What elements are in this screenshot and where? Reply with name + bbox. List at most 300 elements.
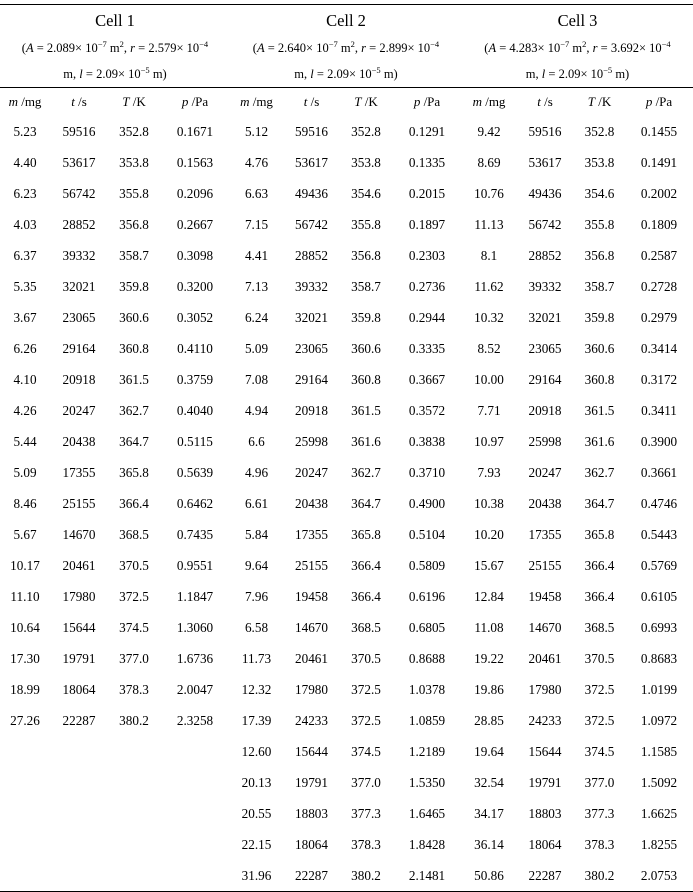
- table-cell: [50, 798, 108, 829]
- cell-3-length: m, $l = 2.09\times 10^{-5}$ m): [525, 64, 630, 81]
- table-cell: 19.64: [474, 743, 504, 759]
- table-cell: 20438: [62, 433, 96, 449]
- table-cell: 11.10: [10, 588, 40, 604]
- table-cell: 8.69: [477, 154, 501, 170]
- table-cell: 10.64: [10, 619, 40, 635]
- table-row: [0, 798, 693, 829]
- table-cell: 6.26: [13, 340, 37, 356]
- table-cell: 0.3667: [408, 371, 446, 387]
- table-cell: 9.42: [477, 123, 501, 139]
- table-cell: 354.6: [584, 185, 615, 201]
- table-cell: 0.2736: [408, 278, 446, 294]
- cell-params-row-2: [0, 61, 693, 88]
- table-cell: 50.86: [462, 860, 516, 892]
- table-cell: [0, 767, 50, 798]
- table-cell: 19791: [62, 650, 96, 666]
- table-cell: 352.8: [584, 123, 615, 139]
- table-cell: 4.41: [244, 247, 269, 263]
- table-row: [0, 860, 693, 892]
- table-cell: 0.3838: [408, 433, 446, 449]
- table-cell: 17355: [528, 526, 562, 542]
- table-cell: 359.8: [584, 309, 615, 325]
- table-cell: 10.20: [474, 526, 504, 542]
- table-cell: [160, 798, 230, 829]
- table-cell: 0.1335: [408, 154, 446, 170]
- table-cell: 380.2: [574, 860, 625, 892]
- table-cell: 59516: [62, 123, 96, 139]
- table-cell: 6.61: [244, 495, 269, 511]
- table-cell: 5.67: [13, 526, 37, 542]
- table-cell: 0.5104: [408, 526, 446, 542]
- table-cell: 32.54: [474, 774, 504, 790]
- table-cell: 34.17: [474, 805, 504, 821]
- col-mass-header: m /mg: [230, 88, 283, 117]
- table-cell: 32021: [528, 309, 562, 325]
- table-cell: 0.6462: [176, 495, 214, 511]
- table-cell: 14670: [528, 619, 562, 635]
- table-cell: 0.3661: [640, 464, 678, 480]
- table-cell: 4.94: [244, 402, 269, 418]
- table-row: [0, 116, 693, 147]
- table-cell: 1.5092: [640, 774, 678, 790]
- table-cell: 0.1809: [640, 216, 678, 232]
- table-cell: 4.26: [13, 402, 37, 418]
- table-cell: 0.2944: [408, 309, 446, 325]
- table-cell: 0.5809: [408, 557, 446, 573]
- table-cell: 20918: [62, 371, 96, 387]
- table-cell: 1.3060: [176, 619, 214, 635]
- cell-params-row-1: [0, 35, 693, 61]
- table-cell: 7.96: [244, 588, 269, 604]
- table-cell: 0.3759: [176, 371, 214, 387]
- col-pressure-header: p /Pa: [160, 88, 230, 117]
- table-cell: 9.64: [244, 557, 269, 573]
- table-cell: 4.03: [13, 216, 37, 232]
- table-cell: 364.7: [119, 433, 149, 449]
- table-cell: 1.5350: [408, 774, 446, 790]
- table-cell: 0.2002: [640, 185, 678, 201]
- cell-2-area-radius: ($A = 2.640\times 10^{-7}$ $m^2$, $r = 2.899\times 10^{-4}$: [252, 38, 440, 55]
- table-cell: 5.84: [244, 526, 269, 542]
- table-cell: 20438: [295, 495, 328, 511]
- table-cell: 6.23: [13, 185, 37, 201]
- table-cell: 370.5: [584, 650, 615, 666]
- table-row: [0, 209, 693, 240]
- table-cell: 15644: [62, 619, 96, 635]
- table-cell: 353.8: [351, 154, 381, 170]
- table-cell: 8.1: [480, 247, 498, 263]
- cell-3-area-radius: ($A = 4.283\times 10^{-7}$ $m^2$, $r = 3.692\times 10^{-4}$: [484, 38, 671, 55]
- table-cell: 17.30: [10, 650, 40, 666]
- table-cell: 368.5: [584, 619, 615, 635]
- table-cell: 377.0: [351, 774, 381, 790]
- table-cell: 20438: [528, 495, 562, 511]
- table-cell: 28852: [295, 247, 328, 263]
- table-cell: 28852: [528, 247, 562, 263]
- cell-1-area-radius: ($A = 2.089\times 10^{-7}$ $m^2$, $r = 2.579\times 10^{-4}$: [21, 38, 209, 55]
- table-cell: 370.5: [119, 557, 149, 573]
- table-cell: 18.99: [10, 681, 40, 697]
- table-cell: 378.3: [584, 836, 615, 852]
- table-cell: 377.3: [584, 805, 615, 821]
- table-cell: 36.14: [474, 836, 504, 852]
- table-cell: [108, 829, 160, 860]
- table-cell: 360.6: [119, 309, 149, 325]
- table-cell: 0.4040: [176, 402, 214, 418]
- table-cell: 18064: [528, 836, 562, 852]
- table-cell: 10.17: [10, 557, 40, 573]
- table-cell: 29164: [528, 371, 562, 387]
- table-cell: 362.7: [119, 402, 149, 418]
- table-cell: 17.39: [241, 712, 272, 728]
- table-cell: 0.5639: [176, 464, 214, 480]
- table-cell: [50, 736, 108, 767]
- table-cell: 4.40: [13, 154, 37, 170]
- table-cell: 0.3172: [640, 371, 678, 387]
- table-row: [0, 643, 693, 674]
- table-cell: 354.6: [351, 185, 381, 201]
- table-cell: 5.44: [13, 433, 37, 449]
- table-cell: 4.10: [13, 371, 37, 387]
- table-cell: 28.85: [474, 712, 504, 728]
- table-cell: 5.23: [13, 123, 37, 139]
- table-cell: 365.8: [351, 526, 381, 542]
- table-row: [0, 147, 693, 178]
- table-cell: 1.0199: [640, 681, 678, 697]
- table-row: [0, 736, 693, 767]
- table-cell: 59516: [528, 123, 562, 139]
- table-cell: 352.8: [119, 123, 149, 139]
- table-cell: 0.1491: [640, 154, 678, 170]
- table-cell: 0.7435: [176, 526, 214, 542]
- table-cell: 25998: [295, 433, 328, 449]
- col-pressure-header: p /Pa: [392, 88, 462, 117]
- table-cell: 11.08: [474, 619, 504, 635]
- table-cell: 358.7: [351, 278, 381, 294]
- table-cell: 14670: [295, 619, 328, 635]
- table-cell: [0, 798, 50, 829]
- table-cell: 1.0859: [408, 712, 446, 728]
- table-row: [0, 364, 693, 395]
- table-cell: 378.3: [351, 836, 381, 852]
- table-cell: 11.13: [474, 216, 504, 232]
- table-cell: 6.24: [244, 309, 269, 325]
- table-cell: 6.37: [13, 247, 37, 263]
- table-cell: 20918: [295, 402, 328, 418]
- table-cell: 17355: [295, 526, 328, 542]
- table-cell: 358.7: [119, 247, 149, 263]
- table-cell: 7.08: [244, 371, 269, 387]
- table-cell: 377.0: [119, 650, 149, 666]
- table-cell: 0.3200: [176, 278, 214, 294]
- table-body: [0, 116, 693, 892]
- table-cell: 29164: [62, 340, 96, 356]
- table-cell: 0.1897: [408, 216, 446, 232]
- table-row: [0, 829, 693, 860]
- table-cell: 0.8683: [640, 650, 678, 666]
- table-cell: 364.7: [351, 495, 381, 511]
- table-cell: 362.7: [351, 464, 381, 480]
- table-cell: 53617: [295, 154, 328, 170]
- table-cell: 1.8255: [640, 836, 678, 852]
- table-cell: 1.1585: [640, 743, 678, 759]
- table-cell: 20461: [295, 650, 328, 666]
- table-cell: 353.8: [119, 154, 149, 170]
- table-cell: 25998: [528, 433, 562, 449]
- table-cell: 366.4: [584, 588, 615, 604]
- table-cell: 7.13: [244, 278, 269, 294]
- table-cell: [160, 829, 230, 860]
- table-cell: 1.0378: [408, 681, 446, 697]
- table-cell: 380.2: [340, 860, 392, 892]
- table-cell: 23065: [528, 340, 562, 356]
- table-cell: 352.8: [351, 123, 381, 139]
- table-cell: [160, 860, 230, 892]
- table-cell: 368.5: [119, 526, 149, 542]
- table-cell: 17355: [62, 464, 96, 480]
- table-cell: 18803: [295, 805, 328, 821]
- table-cell: 0.1671: [176, 123, 214, 139]
- vapor-pressure-table: [0, 4, 693, 892]
- table-cell: 17980: [295, 681, 328, 697]
- table-cell: 2.0753: [625, 860, 693, 892]
- table-cell: [50, 829, 108, 860]
- table-cell: 7.15: [244, 216, 269, 232]
- table-cell: 5.09: [244, 340, 269, 356]
- table-cell: 23065: [295, 340, 328, 356]
- table-cell: 25155: [62, 495, 96, 511]
- table-cell: 39332: [295, 278, 328, 294]
- table-cell: 20461: [62, 557, 96, 573]
- table-row: [0, 271, 693, 302]
- table-cell: 10.76: [474, 185, 504, 201]
- table-cell: 0.6105: [640, 588, 678, 604]
- table-cell: [108, 860, 160, 892]
- table-cell: 0.3411: [641, 402, 677, 418]
- table-cell: 19791: [295, 774, 328, 790]
- table-cell: 27.26: [10, 712, 40, 728]
- table-cell: 56742: [295, 216, 328, 232]
- table-cell: 18064: [62, 681, 96, 697]
- table-cell: 20247: [528, 464, 562, 480]
- table-cell: 372.5: [584, 681, 615, 697]
- table-cell: 366.4: [119, 495, 149, 511]
- table-cell: 0.4110: [177, 340, 213, 356]
- table-cell: 372.5: [119, 588, 149, 604]
- table-cell: 10.00: [474, 371, 504, 387]
- table-cell: 0.2587: [640, 247, 678, 263]
- table-cell: 22.15: [241, 836, 272, 852]
- table-cell: 365.8: [584, 526, 615, 542]
- table-cell: [108, 798, 160, 829]
- table-row: [0, 240, 693, 271]
- table-cell: 1.8428: [408, 836, 446, 852]
- table-cell: 0.1455: [640, 123, 678, 139]
- table-cell: 4.76: [244, 154, 269, 170]
- table-cell: 366.4: [351, 588, 381, 604]
- table-cell: [50, 767, 108, 798]
- table-cell: 0.2096: [176, 185, 214, 201]
- table-cell: 372.5: [351, 681, 381, 697]
- table-cell: 0.5443: [640, 526, 678, 542]
- table-cell: 372.5: [351, 712, 381, 728]
- table-cell: 378.3: [119, 681, 149, 697]
- table-cell: 29164: [295, 371, 328, 387]
- cell-1-length: m, $l = 2.09\times 10^{-5}$ m): [63, 64, 167, 81]
- table-cell: [108, 736, 160, 767]
- table-cell: 6.6: [248, 433, 265, 449]
- table-cell: 360.6: [351, 340, 381, 356]
- table-cell: 0.3052: [176, 309, 214, 325]
- table-cell: 28852: [62, 216, 96, 232]
- col-time-header: t /s: [50, 88, 108, 117]
- table-cell: 361.5: [119, 371, 149, 387]
- table-cell: 2.1481: [392, 860, 462, 892]
- table-cell: 19791: [528, 774, 562, 790]
- table-cell: 24233: [295, 712, 328, 728]
- table-cell: 0.3414: [640, 340, 678, 356]
- col-temp-header: T /K: [340, 88, 392, 117]
- table-cell: 20247: [62, 402, 96, 418]
- table-cell: 19458: [295, 588, 328, 604]
- table-cell: 0.6196: [408, 588, 446, 604]
- table-row: [0, 581, 693, 612]
- table-cell: 360.8: [351, 371, 381, 387]
- column-header-row: [0, 88, 693, 117]
- table-cell: 3.67: [13, 309, 37, 325]
- col-mass-header: m /mg: [462, 88, 516, 117]
- table-cell: 6.63: [244, 185, 269, 201]
- table-cell: 0.3572: [408, 402, 446, 418]
- table-cell: 12.32: [241, 681, 272, 697]
- table-cell: 10.38: [474, 495, 504, 511]
- table-cell: 360.6: [584, 340, 615, 356]
- table-row: [0, 302, 693, 333]
- table-cell: 59516: [295, 123, 328, 139]
- table-cell: 364.7: [584, 495, 615, 511]
- table-cell: 368.5: [351, 619, 381, 635]
- table-cell: [0, 736, 50, 767]
- table-cell: 6.58: [244, 619, 269, 635]
- table-cell: 24233: [528, 712, 562, 728]
- table-row: [0, 426, 693, 457]
- table-cell: 0.1563: [176, 154, 214, 170]
- table-cell: 22287: [516, 860, 574, 892]
- table-cell: 0.2015: [408, 185, 446, 201]
- table-cell: 374.5: [351, 743, 381, 759]
- table-cell: 8.52: [477, 340, 501, 356]
- table-cell: 23065: [62, 309, 96, 325]
- table-cell: 18803: [528, 805, 562, 821]
- table-cell: 0.3098: [176, 247, 214, 263]
- table-cell: 39332: [62, 247, 96, 263]
- table-cell: 372.5: [584, 712, 615, 728]
- table-cell: 0.5115: [177, 433, 213, 449]
- table-cell: 18064: [295, 836, 328, 852]
- table-cell: 7.93: [477, 464, 501, 480]
- table-row: [0, 178, 693, 209]
- table-row: [0, 333, 693, 364]
- table-cell: 5.35: [13, 278, 37, 294]
- table-cell: 20918: [528, 402, 562, 418]
- table-cell: 0.2979: [640, 309, 678, 325]
- table-cell: 53617: [62, 154, 96, 170]
- table-cell: 0.3335: [408, 340, 446, 356]
- table-cell: 0.6993: [640, 619, 678, 635]
- cell-title-row: [0, 5, 693, 36]
- table-cell: 361.5: [584, 402, 615, 418]
- table-cell: 15644: [528, 743, 562, 759]
- col-time-header: t /s: [516, 88, 574, 117]
- col-mass-header: m /mg: [0, 88, 50, 117]
- table-cell: 0.2667: [176, 216, 214, 232]
- table-cell: 8.46: [13, 495, 37, 511]
- table-cell: 0.2303: [408, 247, 446, 263]
- table-cell: 358.7: [584, 278, 615, 294]
- table-cell: 32021: [62, 278, 96, 294]
- table-cell: 356.8: [584, 247, 615, 263]
- cell-2-title: Cell 2: [230, 5, 462, 36]
- table-cell: 355.8: [119, 185, 149, 201]
- table-cell: 56742: [62, 185, 96, 201]
- table-cell: 359.8: [351, 309, 381, 325]
- table-cell: 361.6: [584, 433, 615, 449]
- table-cell: 39332: [528, 278, 562, 294]
- table-cell: 22287: [283, 860, 340, 892]
- table-cell: 12.84: [474, 588, 504, 604]
- table-cell: 0.6805: [408, 619, 446, 635]
- table-cell: 0.9551: [176, 557, 214, 573]
- table-cell: 56742: [528, 216, 562, 232]
- col-temp-header: T /K: [574, 88, 625, 117]
- table-cell: 1.1847: [176, 588, 214, 604]
- table-cell: 366.4: [351, 557, 381, 573]
- col-temp-header: T /K: [108, 88, 160, 117]
- table-cell: 20247: [295, 464, 328, 480]
- cell-3-title: Cell 3: [462, 5, 693, 36]
- table-cell: 7.71: [477, 402, 501, 418]
- table-cell: 5.09: [13, 464, 37, 480]
- table-row: [0, 488, 693, 519]
- table-cell: 361.6: [351, 433, 381, 449]
- table-cell: [108, 767, 160, 798]
- table-cell: 370.5: [351, 650, 381, 666]
- table-cell: 377.3: [351, 805, 381, 821]
- table-row: [0, 457, 693, 488]
- table-cell: 19458: [528, 588, 562, 604]
- cell-2-length: m, $l = 2.09\times 10^{-5}$ m): [294, 64, 398, 81]
- table-cell: 1.6465: [408, 805, 446, 821]
- table-cell: 10.32: [474, 309, 504, 325]
- table-cell: 0.5769: [640, 557, 678, 573]
- table-cell: 31.96: [230, 860, 283, 892]
- table-cell: 1.6736: [176, 650, 214, 666]
- table-cell: 19.22: [474, 650, 504, 666]
- table-cell: [160, 736, 230, 767]
- table-cell: 15644: [295, 743, 328, 759]
- table-cell: 360.8: [584, 371, 615, 387]
- table-cell: [160, 767, 230, 798]
- table-cell: 14670: [62, 526, 96, 542]
- table-cell: [0, 860, 50, 892]
- table-cell: 374.5: [119, 619, 149, 635]
- table-cell: 49436: [528, 185, 562, 201]
- table-cell: 0.8688: [408, 650, 446, 666]
- table-cell: 0.1291: [408, 123, 446, 139]
- table-cell: 0.3710: [408, 464, 446, 480]
- table-cell: 15.67: [474, 557, 504, 573]
- table-cell: 22287: [62, 712, 96, 728]
